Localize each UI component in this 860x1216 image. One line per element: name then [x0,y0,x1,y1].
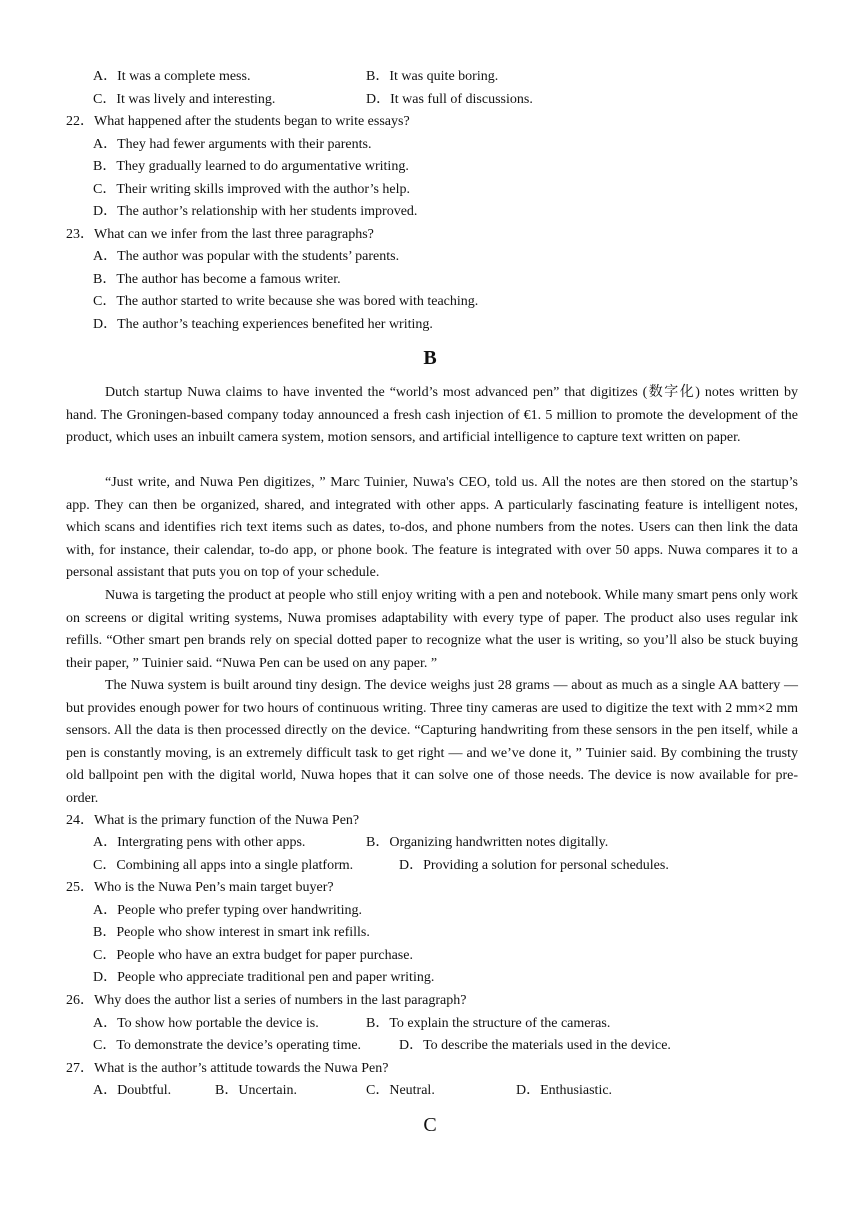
q24-option-d: D．Providing a solution for personal schedules. [399,858,669,873]
q26-option-d: D．To describe the materials used in the device. [399,1038,671,1053]
question-24: 24．What is the primary function of the Nuwa Pen? [66,813,360,828]
q27-option-a: A．Doubtful. [93,1083,172,1098]
q25-option-d: D．People who appreciate traditional pen and paper writing. [93,970,435,985]
q27-option-d: D．Enthusiastic. [516,1083,613,1098]
section-b-heading: B [423,347,437,369]
q22-option-b: B．They gradually learned to do argumentative writing. [93,159,409,174]
passage-paragraph-2: “Just write, and Nuwa Pen digitizes, ” Marc Tuinier, Nuwa's CEO, told us. All the notes are then stored on the startup’s app. They can then be organized, shared, and integrated with other apps. A particularly fascinating feature is intelligent notes, which scans and identifies rich text items such as dates, to-dos, and phone numbers from the notes. Users can then link the data with, for instance, their calendar, to-do app, or phone book. The feature is integrated with over 50 apps. Nuwa compares it to a personal assistant that puts you on top of your schedule. [66,475,798,580]
q26-option-b: B．To explain the structure of the cameras. [366,1016,611,1031]
question-27: 27．What is the author’s attitude towards the Nuwa Pen? [66,1061,389,1076]
q22-option-c: C．Their writing skills improved with the author’s help. [93,182,411,197]
q26-option-c: C．To demonstrate the device’s operating time. [93,1038,362,1053]
section-c-heading: C [423,1114,437,1136]
q23-option-b: B．The author has become a famous writer. [93,272,341,287]
q24-option-c: C．Combining all apps into a single platform. [93,858,354,873]
option-prev-c: C．It was lively and interesting. [93,92,276,107]
q25-option-c: C．People who have an extra budget for paper purchase. [93,948,413,963]
passage-paragraph-3: Nuwa is targeting the product at people who still enjoy writing with a pen and notebook. While many smart pens only work on screens or digital writing systems, Nuwa promises adaptability with every type of paper. The product also uses regular ink refills. “Other smart pen brands rely on special dotted paper to recognize what the user is writing, so you’ll also be stuck buying their paper, ” Tuinier said. “Nuwa Pen can be used on any paper. ” [66,588,798,671]
q27-option-b: B．Uncertain. [215,1083,298,1098]
q24-option-a: A．Intergrating pens with other apps. [93,835,306,850]
q23-option-c: C．The author started to write because she was bored with teaching. [93,294,479,309]
option-prev-b: B．It was quite boring. [366,69,499,84]
q22-option-d: D．The author’s relationship with her students improved. [93,204,418,219]
option-prev-d: D．It was full of discussions. [366,92,533,107]
question-23: 23．What can we infer from the last three paragraphs? [66,227,374,242]
q25-option-a: A．People who prefer typing over handwriting. [93,903,363,918]
option-prev-a: A．It was a complete mess. [93,69,251,84]
passage-paragraph-1: Dutch startup Nuwa claims to have invented the “world’s most advanced pen” that digitizes (数字化) notes written by hand. The Groningen-based company today announced a fresh cash injection of €1. 5 million to promote the development of the product, which uses an inbuilt camera system, motion sensors, and artificial intelligence to capture text written on paper. [66,385,798,445]
question-26: 26．Why does the author list a series of numbers in the last paragraph? [66,993,467,1008]
passage-paragraph-4: The Nuwa system is built around tiny design. The device weighs just 28 grams — about as much as a single AA battery — but provides enough power for two hours of continuous writing. Three tiny cameras are used to digitize the text with 2 mm×2 mm sensors. All the data is then processed directly on the device. “Capturing handwriting from these sensors in the pen itself, while a pen is constantly moving, is an extremely difficult task to get right — and we’ve done it, ” Tuinier said. By combining the trusty old ballpoint pen with the digital world, Nuwa hopes that it can solve one of those needs. The device is now available for pre-order. [66,678,798,806]
q25-option-b: B．People who show interest in smart ink refills. [93,925,370,940]
q23-option-a: A．The author was popular with the students’ parents. [93,249,400,264]
q24-option-b: B．Organizing handwritten notes digitally. [366,835,609,850]
question-25: 25．Who is the Nuwa Pen’s main target buyer? [66,880,334,895]
q27-option-c: C．Neutral. [366,1083,435,1098]
question-22: 22．What happened after the students began to write essays? [66,114,410,129]
q26-option-a: A．To show how portable the device is. [93,1016,319,1031]
q23-option-d: D．The author’s teaching experiences benefited her writing. [93,317,433,332]
q22-option-a: A．They had fewer arguments with their parents. [93,137,372,152]
